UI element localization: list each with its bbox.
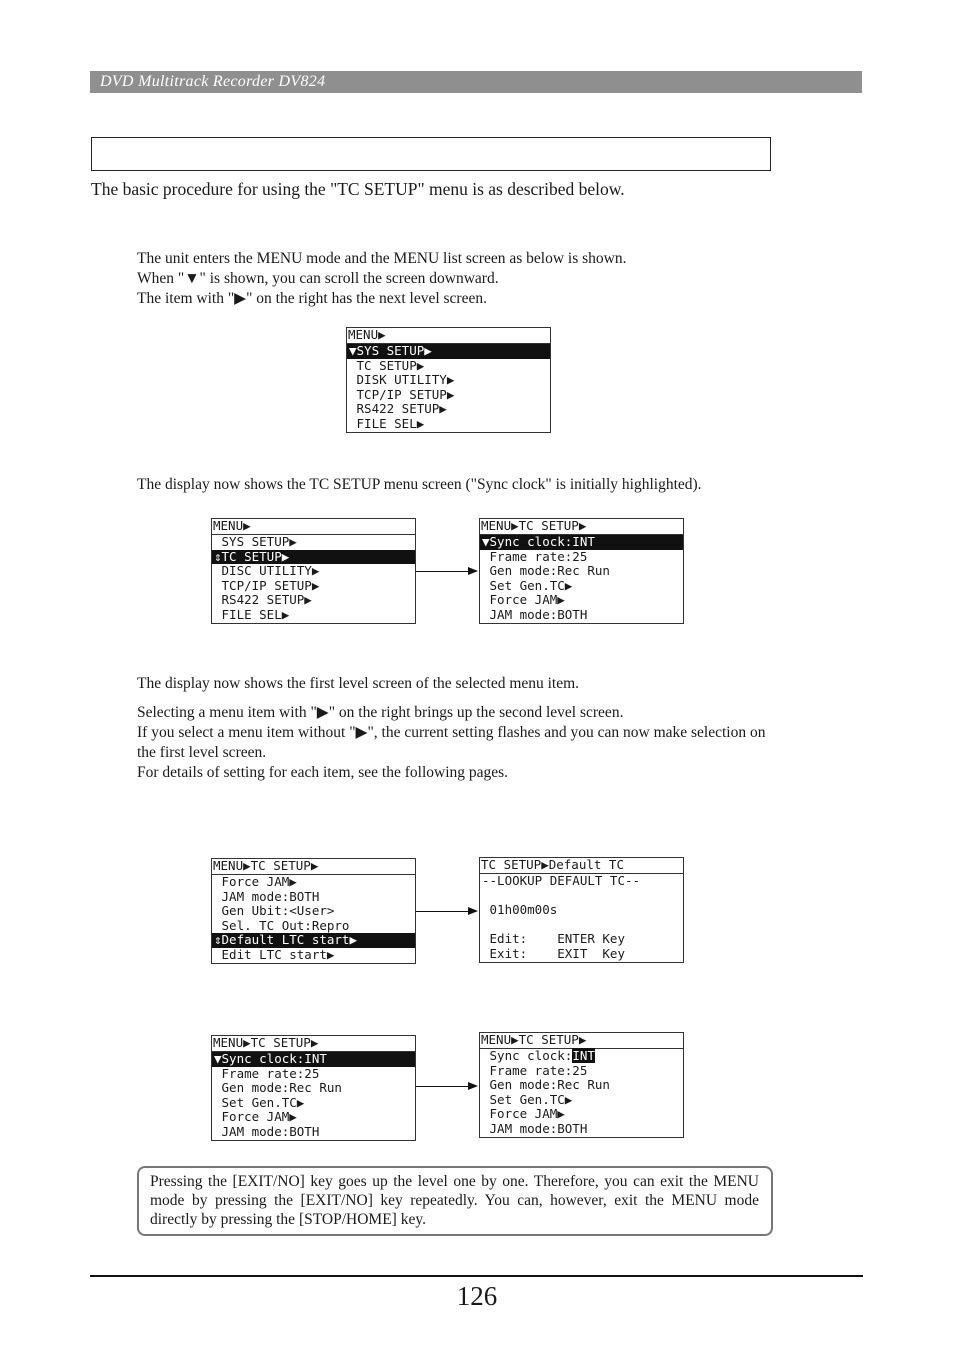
- lcd-row: TC SETUP▶: [349, 357, 425, 373]
- lcd-row: 01h00m00s: [482, 902, 558, 917]
- right-arrow-icon: [416, 1086, 476, 1087]
- lcd-title: MENU▶TC SETUP▶: [212, 1036, 415, 1052]
- lcd-row: TCP/IP SETUP▶: [349, 386, 455, 402]
- lcd-title: MENU▶TC SETUP▶: [480, 519, 683, 535]
- lcd-row: DISC UTILITY▶: [214, 563, 320, 578]
- lcd-row: FILE SEL▶: [349, 415, 425, 431]
- lcd-row: Exit: EXIT Key: [482, 945, 625, 961]
- lcd-title: TC SETUP▶Default TC: [480, 858, 683, 874]
- lcd-row: Set Gen.TC▶: [214, 1094, 305, 1110]
- lcd-row: Edit LTC start▶: [214, 946, 335, 962]
- lcd-row-value: INT: [572, 1048, 595, 1063]
- lcd-row: Set Gen.TC▶: [482, 1091, 573, 1107]
- lcd-tc-setup-sync-selected: [211, 1035, 416, 1141]
- section-heading-box: [91, 137, 771, 171]
- lcd-row: Sel. TC Out:Repro: [214, 917, 350, 933]
- lcd-row: TCP/IP SETUP▶: [214, 577, 320, 593]
- lcd-row: [480, 918, 683, 933]
- step3-line: For details of setting for each item, see the following pages.: [137, 764, 509, 781]
- header-title: DVD Multitrack Recorder DV824: [100, 73, 326, 90]
- lcd-row: Edit: ENTER Key: [482, 931, 625, 946]
- lcd-title: MENU▶: [212, 519, 415, 535]
- step2-text: [137, 475, 777, 495]
- right-arrow-icon: [416, 911, 476, 912]
- lcd-tc-setup-default-selected: [211, 858, 416, 964]
- lcd-row: Gen Ubit:<User>: [214, 903, 335, 918]
- lcd-row: --LOOKUP DEFAULT TC--: [482, 873, 641, 888]
- lcd-row: JAM mode:BOTH: [214, 1123, 320, 1139]
- lcd-menu-screen-tc-selected: [211, 518, 416, 624]
- lcd-row: Gen mode:Rec Run: [482, 1077, 610, 1092]
- page-number: 126: [456, 1281, 498, 1311]
- lcd-row: SYS SETUP▶: [214, 534, 297, 549]
- lcd-row: Set Gen.TC▶: [482, 577, 573, 593]
- lcd-default-tc-screen: [479, 857, 684, 963]
- lcd-row: DISK UTILITY▶: [349, 372, 455, 387]
- right-arrow-icon: [416, 571, 476, 572]
- running-header: [90, 71, 862, 93]
- note-box: [137, 1166, 773, 1236]
- step3-line: If you select a menu item without "▶", the current setting flashes and you can now make selection on the first level screen.: [137, 724, 766, 761]
- lcd-row: Frame rate:25: [482, 1062, 588, 1078]
- lcd-tc-setup-screen: [479, 518, 684, 624]
- lcd-row: [480, 889, 683, 904]
- footer-rule: [90, 1275, 863, 1277]
- lcd-row: FILE SEL▶: [214, 606, 290, 622]
- lcd-row: ⇕TC SETUP▶: [212, 550, 415, 565]
- lcd-row: Gen mode:Rec Run: [482, 563, 610, 578]
- step1-line: When "▼" is shown, you can scroll the screen downward.: [137, 270, 499, 287]
- step1-line: The item with "▶" on the right has the next level screen.: [137, 290, 487, 307]
- lcd-row: JAM mode:BOTH: [214, 888, 320, 904]
- lcd-row-label: Sync clock:: [482, 1048, 573, 1063]
- lcd-title: MENU▶TC SETUP▶: [480, 1033, 683, 1049]
- step3-line: The display now shows the first level screen of the selected menu item.: [137, 675, 580, 692]
- lcd-row: Force JAM▶: [482, 1106, 565, 1121]
- lcd-row: Gen mode:Rec Run: [214, 1080, 342, 1095]
- lcd-title: MENU▶TC SETUP▶: [212, 859, 415, 875]
- lcd-row: ⇕Default LTC start▶: [212, 933, 415, 948]
- lcd-row: RS422 SETUP▶: [214, 592, 312, 607]
- lcd-row: RS422 SETUP▶: [349, 401, 447, 416]
- note-text: Pressing the [EXIT/NO] key goes up the level one by one. Therefore, you can exit the MENU mode by pressing the [EXIT/NO] key repeatedly. You can, however, exit the MENU mode directly by pressing the [STOP/HOME] key.: [150, 1173, 759, 1228]
- lcd-row: Force JAM▶: [482, 592, 565, 607]
- lcd-row: Frame rate:25: [214, 1065, 320, 1081]
- intro-text: The basic procedure for using the "TC SETUP" menu is as described below.: [91, 179, 625, 199]
- lcd-tc-setup-value-flashing: [479, 1032, 684, 1138]
- lcd-row: Force JAM▶: [214, 1109, 297, 1124]
- lcd-row: Frame rate:25: [482, 548, 588, 564]
- step3-line: Selecting a menu item with "▶" on the right brings up the second level screen.: [137, 704, 624, 721]
- lcd-row: [480, 1049, 683, 1064]
- lcd-row: JAM mode:BOTH: [482, 1120, 588, 1136]
- step3-text: [137, 674, 777, 783]
- step2-line: The display now shows the TC SETUP menu screen ("Sync clock" is initially highlighted).: [137, 476, 702, 493]
- step1-line: The unit enters the MENU mode and the MENU list screen as below is shown.: [137, 250, 627, 267]
- lcd-row: ▼Sync clock:INT: [480, 535, 683, 550]
- step1-text: [137, 249, 777, 309]
- lcd-row: Force JAM▶: [214, 874, 297, 889]
- lcd-row: ▼SYS SETUP▶: [347, 344, 550, 359]
- lcd-row: ▼Sync clock:INT: [212, 1052, 415, 1067]
- lcd-menu-screen: [346, 327, 551, 433]
- lcd-row: JAM mode:BOTH: [482, 606, 588, 622]
- lcd-title: MENU▶: [347, 328, 550, 344]
